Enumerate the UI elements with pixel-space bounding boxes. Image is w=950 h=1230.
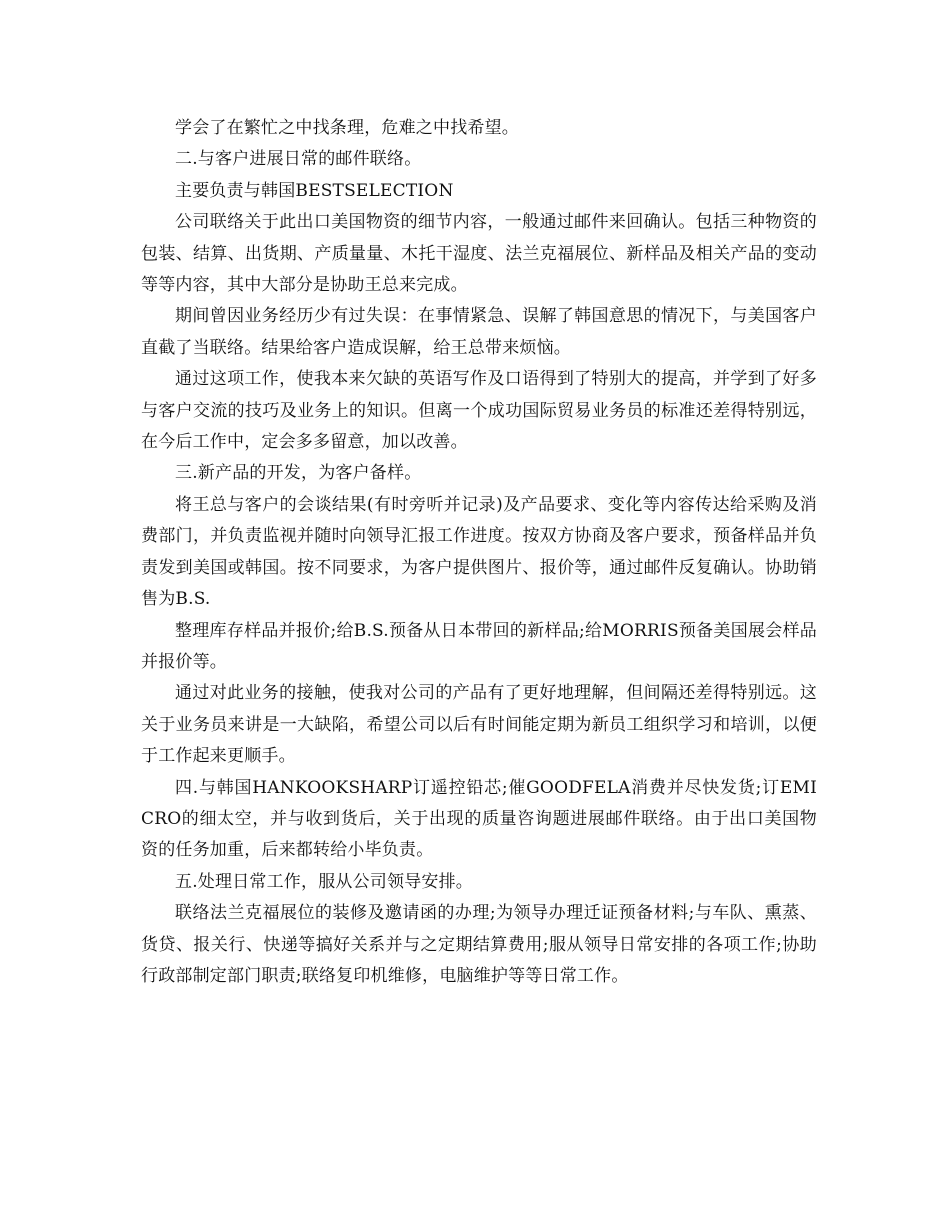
document-body <box>141 113 817 992</box>
paragraph-mistakes: 期间曾因业务经历少有过失误：在事情紧急、误解了韩国意思的情况下，与美国客户直截了当联络。结果给客户造成误解，给王总带来烦恼。 <box>141 306 817 358</box>
paragraph-product-understanding: 通过对此业务的接触，使我对公司的产品有了更好地理解，但间隔还差得特别远。这关于业务员来讲是一大缺陷，希望公司以后有时间能定期为新员工组织学习和培训，以便于工作起来更顺手。 <box>141 683 817 767</box>
paragraph-email-details: 公司联络关于此出口美国物资的细节内容，一般通过邮件来回确认。包括三种物资的包装、结算、出货期、产质量量、木托干湿度、法兰克福展位、新样品及相关产品的变动等等内容，其中大部分是协助王总来完成。 <box>141 212 817 296</box>
heading-email-contact: 二.与客户进展日常的邮件联络。 <box>175 149 422 170</box>
heading-new-product: 三.新产品的开发，为客户备样。 <box>175 463 422 484</box>
paragraph-korea-responsibility: 主要负责与韩国BESTSELECTION <box>175 180 454 201</box>
paragraph-inventory-quote: 整理库存样品并报价;给B.S.预备从日本带回的新样品;给MORRIS预备美国展会样品并报价等。 <box>141 620 817 672</box>
heading-daily-work: 五.处理日常工作，服从公司领导安排。 <box>175 871 474 892</box>
paragraph-english-improvement: 通过这项工作，使我本来欠缺的英语写作及口语得到了特别大的提高，并学到了好多与客户交流的技巧及业务上的知识。但离一个成功国际贸易业务员的标准还差得特别远，在今后工作中，定会多多留意，加以改善。 <box>141 369 817 453</box>
paragraph-lesson-learned: 学会了在繁忙之中找条理，危难之中找希望。 <box>175 118 519 138</box>
paragraph-korea-orders: 四.与韩国HANKOOKSHARP订遥控铅芯;催GOODFELA消费并尽快发货;订EMICRO的细太空，并与收到货后，关于出现的质量咨询题进展邮件联络。由于出口美国物资的任务加重，后来都转给小毕负责。 <box>141 777 817 861</box>
paragraph-sample-preparation: 将王总与客户的会谈结果(有时旁听并记录)及产品要求、变化等内容传达给采购及消费部门，并负责监视并随时向领导汇报工作进度。按双方协商及客户要求，预备样品并负责发到美国或韩国。按不同要求，为客户提供图片、报价等，通过邮件反复确认。协助销售为B.S. <box>141 494 817 610</box>
paragraph-daily-tasks: 联络法兰克福展位的装修及邀请函的办理;为领导办理迁证预备材料;与车队、熏蒸、货贷、报关行、快递等搞好关系并与之定期结算费用;服从领导日常安排的各项工作;协助行政部制定部门职责;联络复印机维修，电脑维护等等日常工作。 <box>141 903 817 986</box>
